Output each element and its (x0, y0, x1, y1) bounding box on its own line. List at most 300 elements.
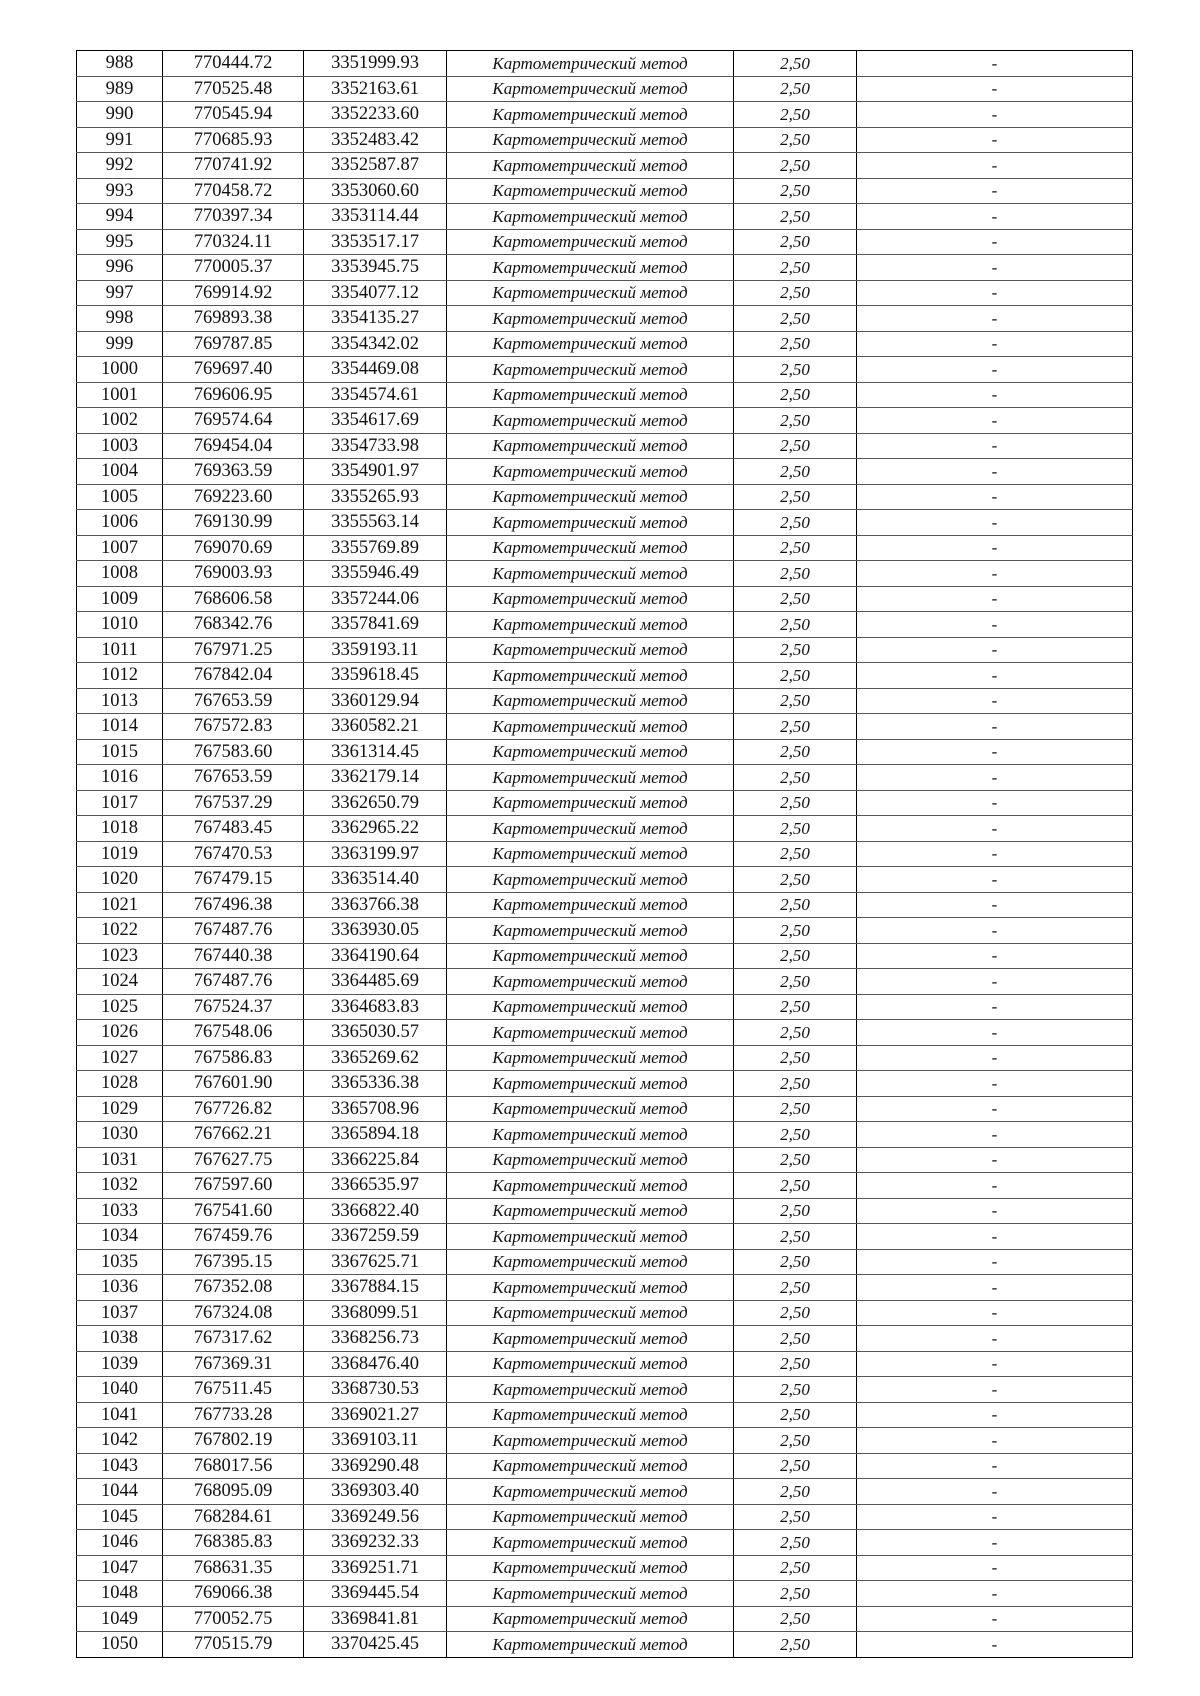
point-number-cell: 1050 (77, 1632, 163, 1658)
table-row (77, 433, 1133, 459)
accuracy-cell: 2,50 (734, 1300, 857, 1326)
x-coordinate-cell: 770444.72 (163, 51, 304, 77)
table-row (77, 1020, 1133, 1046)
method-cell: Картометрический метод (447, 637, 734, 663)
table-row (77, 1096, 1133, 1122)
point-number-cell: 1002 (77, 408, 163, 434)
y-coordinate-cell: 3355265.93 (304, 484, 447, 510)
y-coordinate-cell: 3355769.89 (304, 535, 447, 561)
y-coordinate-cell: 3364190.64 (304, 943, 447, 969)
x-coordinate-cell: 767733.28 (163, 1402, 304, 1428)
description-cell: - (857, 561, 1133, 587)
y-coordinate-cell: 3369021.27 (304, 1402, 447, 1428)
method-cell: Картометрический метод (447, 1071, 734, 1097)
x-coordinate-cell: 767496.38 (163, 892, 304, 918)
point-number-cell: 988 (77, 51, 163, 77)
description-cell: - (857, 102, 1133, 128)
accuracy-cell: 2,50 (734, 561, 857, 587)
table-row (77, 1606, 1133, 1632)
point-number-cell: 1018 (77, 816, 163, 842)
point-number-cell: 1016 (77, 765, 163, 791)
method-cell: Картометрический метод (447, 255, 734, 281)
method-cell: Картометрический метод (447, 1479, 734, 1505)
method-cell: Картометрический метод (447, 51, 734, 77)
x-coordinate-cell: 767440.38 (163, 943, 304, 969)
point-number-cell: 999 (77, 331, 163, 357)
description-cell: - (857, 1504, 1133, 1530)
point-number-cell: 1022 (77, 918, 163, 944)
description-cell: - (857, 1020, 1133, 1046)
point-number-cell: 1030 (77, 1122, 163, 1148)
table-row (77, 51, 1133, 77)
table-row (77, 1198, 1133, 1224)
method-cell: Картометрический метод (447, 1249, 734, 1275)
table-row (77, 663, 1133, 689)
point-number-cell: 1048 (77, 1581, 163, 1607)
accuracy-cell: 2,50 (734, 1530, 857, 1556)
table-row (77, 892, 1133, 918)
table-row (77, 841, 1133, 867)
method-cell: Картометрический метод (447, 459, 734, 485)
accuracy-cell: 2,50 (734, 1326, 857, 1352)
x-coordinate-cell: 768017.56 (163, 1453, 304, 1479)
x-coordinate-cell: 770515.79 (163, 1632, 304, 1658)
accuracy-cell: 2,50 (734, 459, 857, 485)
y-coordinate-cell: 3352163.61 (304, 76, 447, 102)
y-coordinate-cell: 3354342.02 (304, 331, 447, 357)
method-cell: Картометрический метод (447, 1122, 734, 1148)
description-cell: - (857, 382, 1133, 408)
method-cell: Картометрический метод (447, 1377, 734, 1403)
accuracy-cell: 2,50 (734, 765, 857, 791)
method-cell: Картометрический метод (447, 408, 734, 434)
accuracy-cell: 2,50 (734, 280, 857, 306)
description-cell: - (857, 1147, 1133, 1173)
x-coordinate-cell: 767601.90 (163, 1071, 304, 1097)
accuracy-cell: 2,50 (734, 1275, 857, 1301)
y-coordinate-cell: 3367625.71 (304, 1249, 447, 1275)
accuracy-cell: 2,50 (734, 484, 857, 510)
table-row (77, 535, 1133, 561)
table-row (77, 1300, 1133, 1326)
x-coordinate-cell: 769003.93 (163, 561, 304, 587)
method-cell: Картометрический метод (447, 1402, 734, 1428)
x-coordinate-cell: 767479.15 (163, 867, 304, 893)
description-cell: - (857, 1071, 1133, 1097)
y-coordinate-cell: 3369290.48 (304, 1453, 447, 1479)
point-number-cell: 1042 (77, 1428, 163, 1454)
table-row (77, 484, 1133, 510)
method-cell: Картометрический метод (447, 1224, 734, 1250)
point-number-cell: 1035 (77, 1249, 163, 1275)
point-number-cell: 1039 (77, 1351, 163, 1377)
x-coordinate-cell: 767487.76 (163, 969, 304, 995)
description-cell: - (857, 1045, 1133, 1071)
y-coordinate-cell: 3357244.06 (304, 586, 447, 612)
method-cell: Картометрический метод (447, 1096, 734, 1122)
x-coordinate-cell: 767662.21 (163, 1122, 304, 1148)
point-number-cell: 1025 (77, 994, 163, 1020)
table-row (77, 1504, 1133, 1530)
accuracy-cell: 2,50 (734, 816, 857, 842)
x-coordinate-cell: 770545.94 (163, 102, 304, 128)
x-coordinate-cell: 767459.76 (163, 1224, 304, 1250)
point-number-cell: 997 (77, 280, 163, 306)
point-number-cell: 991 (77, 127, 163, 153)
accuracy-cell: 2,50 (734, 637, 857, 663)
table-row (77, 1632, 1133, 1658)
method-cell: Картометрический метод (447, 1173, 734, 1199)
y-coordinate-cell: 3354733.98 (304, 433, 447, 459)
description-cell: - (857, 1224, 1133, 1250)
y-coordinate-cell: 3352233.60 (304, 102, 447, 128)
point-number-cell: 1000 (77, 357, 163, 383)
point-number-cell: 1027 (77, 1045, 163, 1071)
table-row (77, 586, 1133, 612)
table-row (77, 816, 1133, 842)
x-coordinate-cell: 770397.34 (163, 204, 304, 230)
y-coordinate-cell: 3366535.97 (304, 1173, 447, 1199)
table-row (77, 178, 1133, 204)
description-cell: - (857, 918, 1133, 944)
x-coordinate-cell: 768342.76 (163, 612, 304, 638)
table-row (77, 1122, 1133, 1148)
accuracy-cell: 2,50 (734, 739, 857, 765)
y-coordinate-cell: 3359618.45 (304, 663, 447, 689)
table-row (77, 1377, 1133, 1403)
x-coordinate-cell: 767726.82 (163, 1096, 304, 1122)
x-coordinate-cell: 768284.61 (163, 1504, 304, 1530)
x-coordinate-cell: 767653.59 (163, 688, 304, 714)
point-number-cell: 1044 (77, 1479, 163, 1505)
description-cell: - (857, 841, 1133, 867)
method-cell: Картометрический метод (447, 510, 734, 536)
x-coordinate-cell: 770685.93 (163, 127, 304, 153)
table-row (77, 1581, 1133, 1607)
method-cell: Картометрический метод (447, 1198, 734, 1224)
point-number-cell: 1011 (77, 637, 163, 663)
x-coordinate-cell: 769070.69 (163, 535, 304, 561)
point-number-cell: 1043 (77, 1453, 163, 1479)
description-cell: - (857, 714, 1133, 740)
y-coordinate-cell: 3367259.59 (304, 1224, 447, 1250)
accuracy-cell: 2,50 (734, 229, 857, 255)
method-cell: Картометрический метод (447, 204, 734, 230)
accuracy-cell: 2,50 (734, 1351, 857, 1377)
description-cell: - (857, 1606, 1133, 1632)
point-number-cell: 1028 (77, 1071, 163, 1097)
description-cell: - (857, 1326, 1133, 1352)
x-coordinate-cell: 767395.15 (163, 1249, 304, 1275)
description-cell: - (857, 484, 1133, 510)
table-row (77, 790, 1133, 816)
table-row (77, 459, 1133, 485)
description-cell: - (857, 204, 1133, 230)
x-coordinate-cell: 769130.99 (163, 510, 304, 536)
point-number-cell: 1009 (77, 586, 163, 612)
point-number-cell: 1006 (77, 510, 163, 536)
x-coordinate-cell: 767627.75 (163, 1147, 304, 1173)
x-coordinate-cell: 767597.60 (163, 1173, 304, 1199)
y-coordinate-cell: 3353517.17 (304, 229, 447, 255)
accuracy-cell: 2,50 (734, 1122, 857, 1148)
y-coordinate-cell: 3369103.11 (304, 1428, 447, 1454)
table-row (77, 102, 1133, 128)
accuracy-cell: 2,50 (734, 1606, 857, 1632)
description-cell: - (857, 153, 1133, 179)
table-row (77, 1428, 1133, 1454)
x-coordinate-cell: 767548.06 (163, 1020, 304, 1046)
description-cell: - (857, 688, 1133, 714)
table-row (77, 739, 1133, 765)
x-coordinate-cell: 769574.64 (163, 408, 304, 434)
accuracy-cell: 2,50 (734, 1096, 857, 1122)
y-coordinate-cell: 3354574.61 (304, 382, 447, 408)
method-cell: Картометрический метод (447, 561, 734, 587)
y-coordinate-cell: 3365030.57 (304, 1020, 447, 1046)
description-cell: - (857, 178, 1133, 204)
point-number-cell: 1049 (77, 1606, 163, 1632)
table-row (77, 943, 1133, 969)
method-cell: Картометрический метод (447, 229, 734, 255)
method-cell: Картометрический метод (447, 612, 734, 638)
description-cell: - (857, 459, 1133, 485)
point-number-cell: 995 (77, 229, 163, 255)
accuracy-cell: 2,50 (734, 1581, 857, 1607)
table-row (77, 1555, 1133, 1581)
y-coordinate-cell: 3366822.40 (304, 1198, 447, 1224)
method-cell: Картометрический метод (447, 1428, 734, 1454)
y-coordinate-cell: 3368099.51 (304, 1300, 447, 1326)
table-row (77, 204, 1133, 230)
table-row (77, 867, 1133, 893)
point-number-cell: 1037 (77, 1300, 163, 1326)
method-cell: Картометрический метод (447, 1453, 734, 1479)
description-cell: - (857, 892, 1133, 918)
description-cell: - (857, 739, 1133, 765)
y-coordinate-cell: 3352587.87 (304, 153, 447, 179)
method-cell: Картометрический метод (447, 765, 734, 791)
method-cell: Картометрический метод (447, 76, 734, 102)
description-cell: - (857, 1351, 1133, 1377)
method-cell: Картометрический метод (447, 1326, 734, 1352)
y-coordinate-cell: 3367884.15 (304, 1275, 447, 1301)
y-coordinate-cell: 3351999.93 (304, 51, 447, 77)
description-cell: - (857, 1632, 1133, 1658)
table-row (77, 280, 1133, 306)
y-coordinate-cell: 3369445.54 (304, 1581, 447, 1607)
description-cell: - (857, 1198, 1133, 1224)
x-coordinate-cell: 767324.08 (163, 1300, 304, 1326)
y-coordinate-cell: 3369249.56 (304, 1504, 447, 1530)
x-coordinate-cell: 767586.83 (163, 1045, 304, 1071)
method-cell: Картометрический метод (447, 816, 734, 842)
description-cell: - (857, 994, 1133, 1020)
description-cell: - (857, 1275, 1133, 1301)
method-cell: Картометрический метод (447, 1147, 734, 1173)
y-coordinate-cell: 3363766.38 (304, 892, 447, 918)
method-cell: Картометрический метод (447, 688, 734, 714)
method-cell: Картометрический метод (447, 1555, 734, 1581)
accuracy-cell: 2,50 (734, 102, 857, 128)
y-coordinate-cell: 3353114.44 (304, 204, 447, 230)
table-row (77, 1249, 1133, 1275)
method-cell: Картометрический метод (447, 1581, 734, 1607)
x-coordinate-cell: 769223.60 (163, 484, 304, 510)
method-cell: Картометрический метод (447, 357, 734, 383)
accuracy-cell: 2,50 (734, 790, 857, 816)
accuracy-cell: 2,50 (734, 306, 857, 332)
description-cell: - (857, 76, 1133, 102)
description-cell: - (857, 357, 1133, 383)
x-coordinate-cell: 767317.62 (163, 1326, 304, 1352)
table-row (77, 1351, 1133, 1377)
accuracy-cell: 2,50 (734, 1555, 857, 1581)
method-cell: Картометрический метод (447, 280, 734, 306)
point-number-cell: 1007 (77, 535, 163, 561)
point-number-cell: 1014 (77, 714, 163, 740)
y-coordinate-cell: 3363199.97 (304, 841, 447, 867)
y-coordinate-cell: 3362650.79 (304, 790, 447, 816)
point-number-cell: 1040 (77, 1377, 163, 1403)
accuracy-cell: 2,50 (734, 867, 857, 893)
method-cell: Картометрический метод (447, 918, 734, 944)
description-cell: - (857, 943, 1133, 969)
table-row (77, 331, 1133, 357)
x-coordinate-cell: 767487.76 (163, 918, 304, 944)
table-row (77, 357, 1133, 383)
point-number-cell: 1032 (77, 1173, 163, 1199)
table-row (77, 1402, 1133, 1428)
x-coordinate-cell: 767842.04 (163, 663, 304, 689)
accuracy-cell: 2,50 (734, 1249, 857, 1275)
accuracy-cell: 2,50 (734, 1479, 857, 1505)
x-coordinate-cell: 767352.08 (163, 1275, 304, 1301)
accuracy-cell: 2,50 (734, 714, 857, 740)
accuracy-cell: 2,50 (734, 1504, 857, 1530)
y-coordinate-cell: 3364485.69 (304, 969, 447, 995)
accuracy-cell: 2,50 (734, 357, 857, 383)
accuracy-cell: 2,50 (734, 612, 857, 638)
accuracy-cell: 2,50 (734, 331, 857, 357)
point-number-cell: 996 (77, 255, 163, 281)
table-row (77, 637, 1133, 663)
x-coordinate-cell: 767483.45 (163, 816, 304, 842)
description-cell: - (857, 1300, 1133, 1326)
method-cell: Картометрический метод (447, 535, 734, 561)
x-coordinate-cell: 767369.31 (163, 1351, 304, 1377)
method-cell: Картометрический метод (447, 586, 734, 612)
x-coordinate-cell: 768385.83 (163, 1530, 304, 1556)
description-cell: - (857, 1555, 1133, 1581)
y-coordinate-cell: 3368476.40 (304, 1351, 447, 1377)
accuracy-cell: 2,50 (734, 918, 857, 944)
description-cell: - (857, 535, 1133, 561)
method-cell: Картометрический метод (447, 331, 734, 357)
y-coordinate-cell: 3362179.14 (304, 765, 447, 791)
accuracy-cell: 2,50 (734, 1071, 857, 1097)
method-cell: Картометрический метод (447, 1020, 734, 1046)
description-cell: - (857, 663, 1133, 689)
accuracy-cell: 2,50 (734, 382, 857, 408)
point-number-cell: 1026 (77, 1020, 163, 1046)
y-coordinate-cell: 3370425.45 (304, 1632, 447, 1658)
y-coordinate-cell: 3369303.40 (304, 1479, 447, 1505)
accuracy-cell: 2,50 (734, 969, 857, 995)
accuracy-cell: 2,50 (734, 1402, 857, 1428)
point-number-cell: 1015 (77, 739, 163, 765)
x-coordinate-cell: 767572.83 (163, 714, 304, 740)
accuracy-cell: 2,50 (734, 1020, 857, 1046)
description-cell: - (857, 280, 1133, 306)
y-coordinate-cell: 3363514.40 (304, 867, 447, 893)
accuracy-cell: 2,50 (734, 178, 857, 204)
point-number-cell: 1033 (77, 1198, 163, 1224)
point-number-cell: 1046 (77, 1530, 163, 1556)
y-coordinate-cell: 3353945.75 (304, 255, 447, 281)
x-coordinate-cell: 767470.53 (163, 841, 304, 867)
table-row (77, 306, 1133, 332)
description-cell: - (857, 612, 1133, 638)
description-cell: - (857, 1173, 1133, 1199)
x-coordinate-cell: 770458.72 (163, 178, 304, 204)
point-number-cell: 1017 (77, 790, 163, 816)
table-row (77, 408, 1133, 434)
y-coordinate-cell: 3368256.73 (304, 1326, 447, 1352)
description-cell: - (857, 433, 1133, 459)
accuracy-cell: 2,50 (734, 892, 857, 918)
description-cell: - (857, 1453, 1133, 1479)
table-row (77, 765, 1133, 791)
point-number-cell: 1005 (77, 484, 163, 510)
point-number-cell: 1045 (77, 1504, 163, 1530)
x-coordinate-cell: 767537.29 (163, 790, 304, 816)
description-cell: - (857, 331, 1133, 357)
accuracy-cell: 2,50 (734, 1377, 857, 1403)
y-coordinate-cell: 3355563.14 (304, 510, 447, 536)
x-coordinate-cell: 770005.37 (163, 255, 304, 281)
accuracy-cell: 2,50 (734, 255, 857, 281)
description-cell: - (857, 867, 1133, 893)
table-row (77, 127, 1133, 153)
x-coordinate-cell: 769363.59 (163, 459, 304, 485)
table-row (77, 969, 1133, 995)
point-number-cell: 1010 (77, 612, 163, 638)
point-number-cell: 1041 (77, 1402, 163, 1428)
table-row (77, 1045, 1133, 1071)
description-cell: - (857, 51, 1133, 77)
point-number-cell: 1029 (77, 1096, 163, 1122)
accuracy-cell: 2,50 (734, 1147, 857, 1173)
y-coordinate-cell: 3360582.21 (304, 714, 447, 740)
table-row (77, 1224, 1133, 1250)
point-number-cell: 998 (77, 306, 163, 332)
method-cell: Картометрический метод (447, 484, 734, 510)
y-coordinate-cell: 3359193.11 (304, 637, 447, 663)
y-coordinate-cell: 3355946.49 (304, 561, 447, 587)
description-cell: - (857, 586, 1133, 612)
y-coordinate-cell: 3369251.71 (304, 1555, 447, 1581)
method-cell: Картометрический метод (447, 1504, 734, 1530)
y-coordinate-cell: 3369232.33 (304, 1530, 447, 1556)
x-coordinate-cell: 767802.19 (163, 1428, 304, 1454)
coordinates-table-body (77, 51, 1133, 1658)
method-cell: Картометрический метод (447, 867, 734, 893)
accuracy-cell: 2,50 (734, 433, 857, 459)
accuracy-cell: 2,50 (734, 1045, 857, 1071)
method-cell: Картометрический метод (447, 153, 734, 179)
point-number-cell: 1021 (77, 892, 163, 918)
